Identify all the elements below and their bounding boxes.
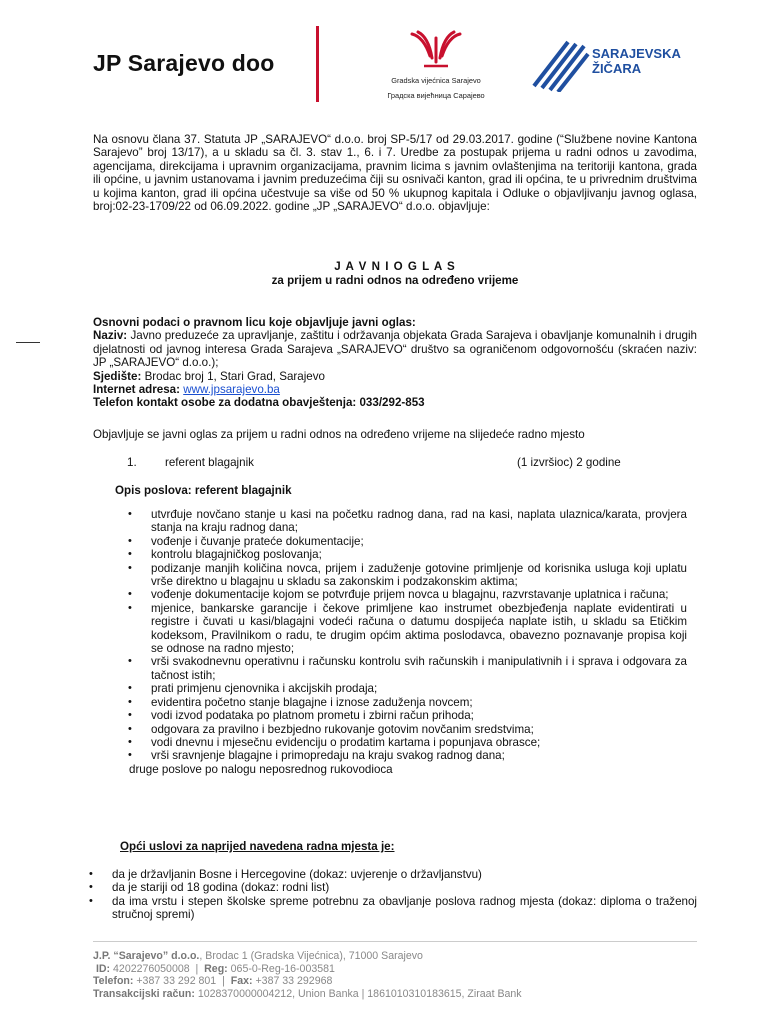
duty-item: • vrši sravnjenje blagajne i primopredaju na kraju svakog radnog dana;	[125, 749, 687, 762]
intro-paragraph: Na osnovu člana 37. Statuta JP „SARAJEVO“ d.o.o. broj SP-5/17 od 29.03.2017. godine (“Službene novine Kantona Sarajevo” broj 13/17), a u skladu sa čl. 3. stav 1., 6. i 7. Uredbe za postupak prijema u radni odnos u zavodima, agencijama, direkcijama i upravnim organizacijama, pravnim licima s javnim ovlaštenjima na teritoriji kantona, grada ili općine, u javnim ustanovama i javnim preduzećima čiji su osnivači kanton, grad ili općina, te u privrednim društvima u kojima kanton, grad ili općina učestvuje sa više od 50 % ukupnog kapitala i Odluke o objavljivanju javnog oglasa, broj:02-23-1709/22 od 06.09.2022. godine „JP „SARAJEVO“ d.o.o. objavljuje:	[93, 133, 697, 214]
duty-item: • vođenje dokumentacije kojom se potvrđuje prijem novca u blagajnu, razvrstavanje uplatnica i računa;	[125, 588, 687, 601]
footer-account-value: 1028370000004212, Union Banka | 1861010310183615, Ziraat Bank	[197, 987, 522, 1000]
footer-id-value: 4202276050008	[113, 962, 190, 975]
condition-item: • da ima vrstu i stepen školske spreme potrebnu za obavljanje poslova radnog mjesta (dokaz: diploma o traženoj stručnoj spremi)	[86, 895, 697, 922]
footer-reg-label: Reg:	[204, 962, 228, 975]
general-heading: Opći uslovi za naprijed navedena radna mjesta je:	[120, 840, 395, 853]
position-number: 1.	[127, 456, 137, 469]
footer-id-label: ID:	[95, 962, 111, 975]
duty-item: • odgovara za pravilno i bezbjedno rukovanje gotovim novčanim sredstvima;	[125, 723, 687, 736]
zicara-logo	[530, 36, 710, 92]
duty-item: • evidentira početno stanje blagajne i iznose zaduženja novcem;	[125, 696, 687, 709]
zicara-line1: SARAJEVSKA	[592, 46, 681, 61]
zicara-name	[592, 46, 681, 76]
footer-account-label: Transakcijski račun:	[93, 987, 195, 1000]
brand-name: JP Sarajevo doo	[93, 50, 275, 76]
footer-reg-value: 065-0-Reg-16-003581	[230, 962, 335, 975]
duties-list	[125, 508, 687, 763]
header-divider	[316, 26, 319, 102]
duty-item: • vodi izvod podataka po platnom prometu i zbirni račun prihoda;	[125, 709, 687, 722]
duty-item: • vrši svakodnevnu operativnu i računsku kontrolu svih računskih i manipulativnih i i sprava i odgovara za tačnost istih;	[125, 655, 687, 682]
zicara-line2: ŽIČARA	[592, 61, 642, 76]
duty-item: • podizanje manjih količina novca, prijem i zaduženje gotovine primljenje od korisnika usluga koji uplatu vrše direktno u blagajnu u skladu sa zakonskim i podzakonskim aktima;	[125, 562, 687, 589]
sjediste-label: Sjedište:	[93, 369, 142, 383]
duty-item: • vođenje i čuvanje prateće dokumentacije;	[125, 535, 687, 548]
footer-tel-label: Telefon:	[93, 975, 134, 988]
phone-line: Telefon kontakt osobe za dodatna obavještenja: 033/292-853	[93, 396, 425, 410]
duty-item: • utvrđuje novčano stanje u kasi na početku radnog dana, rad na kasi, naplata ulaznica/karata, provjera stanja na kraju radnog dana;	[125, 508, 687, 535]
legal-heading: Osnovni podaci o pravnom licu koje objavljuje javni oglas:	[93, 316, 416, 329]
margin-mark	[16, 342, 40, 343]
web-label: Internet adresa:	[93, 383, 180, 397]
footer-fax-label: Fax:	[230, 975, 253, 988]
duty-item: • vodi dnevnu i mjesečnu evidenciju o prodatim kartama i popunjava obrasce;	[125, 736, 687, 749]
general-conditions-list	[86, 868, 697, 922]
footer-divider	[93, 941, 697, 942]
footer-address-rest: , Brodac 1 (Gradska Vijećnica), 71000 Sarajevo	[199, 950, 423, 962]
general-list-wrap	[86, 868, 697, 922]
duty-item: • kontrolu blagajničkog poslovanja;	[125, 548, 687, 561]
position-detail: (1 izvršioc) 2 godine	[517, 456, 621, 469]
footer	[93, 950, 653, 1000]
duty-item: • prati primjenu cjenovnika i akcijskih prodaja;	[125, 682, 687, 695]
page-title: J A V N I O G L A S	[334, 260, 456, 273]
duties-heading: Opis poslova: referent blagajnik	[115, 484, 292, 497]
duty-item: • mjenice, bankarske garancije i čekove primljene kao instrumet obezbjeđenja naplate evidentirati u registre i čuvati u kasi/blagajni vodeći računa o datumu dospijeća naplate istih, u skladu sa Etičkim kodeksom, Pravilnikom o radu, te drugim općim aktima poslodavca, obavezno poznavanje propisa koji se odnose na radno mjesto;	[125, 602, 687, 656]
duties-list-wrap	[125, 508, 687, 776]
naziv-line	[93, 329, 697, 369]
city-hall-arch-icon	[406, 28, 466, 70]
cable-car-stripes-icon	[530, 36, 590, 92]
announce-line: Objavljuje se javni oglas za prijem u radni odnos na određeno vrijeme na slijedeće radno mjesto	[93, 428, 585, 441]
naziv-value: Javno preduzeće za upravljanje, zaštitu i održavanja objekata Grada Sarajeva i obavljanje komunalnih i drugih djelatnosti od javnog interesa Grada Sarajeva „SARAJEVO“ društvo sa ograničenom odgovornošću (skraćen naziv: JP „SARAJEVO“ d.o.o.);	[93, 329, 697, 370]
condition-item: • da je državljanin Bosne i Hercegovine (dokaz: uvjerenje o državljanstvu)	[86, 868, 697, 881]
footer-ids: ID: 4202276050008 | Reg: 065-0-Reg-16-003581	[95, 962, 335, 975]
footer-address	[93, 950, 653, 963]
legal-entity-block	[93, 316, 697, 410]
naziv-label: Naziv:	[93, 329, 128, 343]
position-name: referent blagajnik	[165, 456, 254, 469]
page-subtitle: za prijem u radni odnos na određeno vrijeme	[271, 274, 519, 287]
council-name-latin: Gradska vijećnica Sarajevo	[391, 76, 481, 85]
council-name-cyrillic: Градска вијећница Сарајево	[387, 91, 485, 100]
duties-tail: druge poslove po nalogu neposrednog rukovodioca	[129, 762, 393, 776]
footer-tel-value: +387 33 292 801	[136, 975, 217, 988]
sjediste-value: Brodac broj 1, Stari Grad, Sarajevo	[144, 369, 325, 383]
footer-fax-value: +387 33 292968	[255, 975, 333, 988]
city-council-logo	[380, 28, 492, 100]
footer-contacts: Telefon: +387 33 292 801 | Fax: +387 33 292968	[93, 975, 333, 988]
sjediste-line	[93, 370, 697, 383]
web-line	[93, 383, 697, 396]
condition-item: • da je stariji od 18 godina (dokaz: rodni list)	[86, 881, 697, 894]
footer-accounts	[93, 988, 653, 1001]
website-link[interactable]: www.jpsarajevo.ba	[183, 383, 280, 397]
footer-company: J.P. “Sarajevo” d.o.o.	[93, 950, 200, 962]
